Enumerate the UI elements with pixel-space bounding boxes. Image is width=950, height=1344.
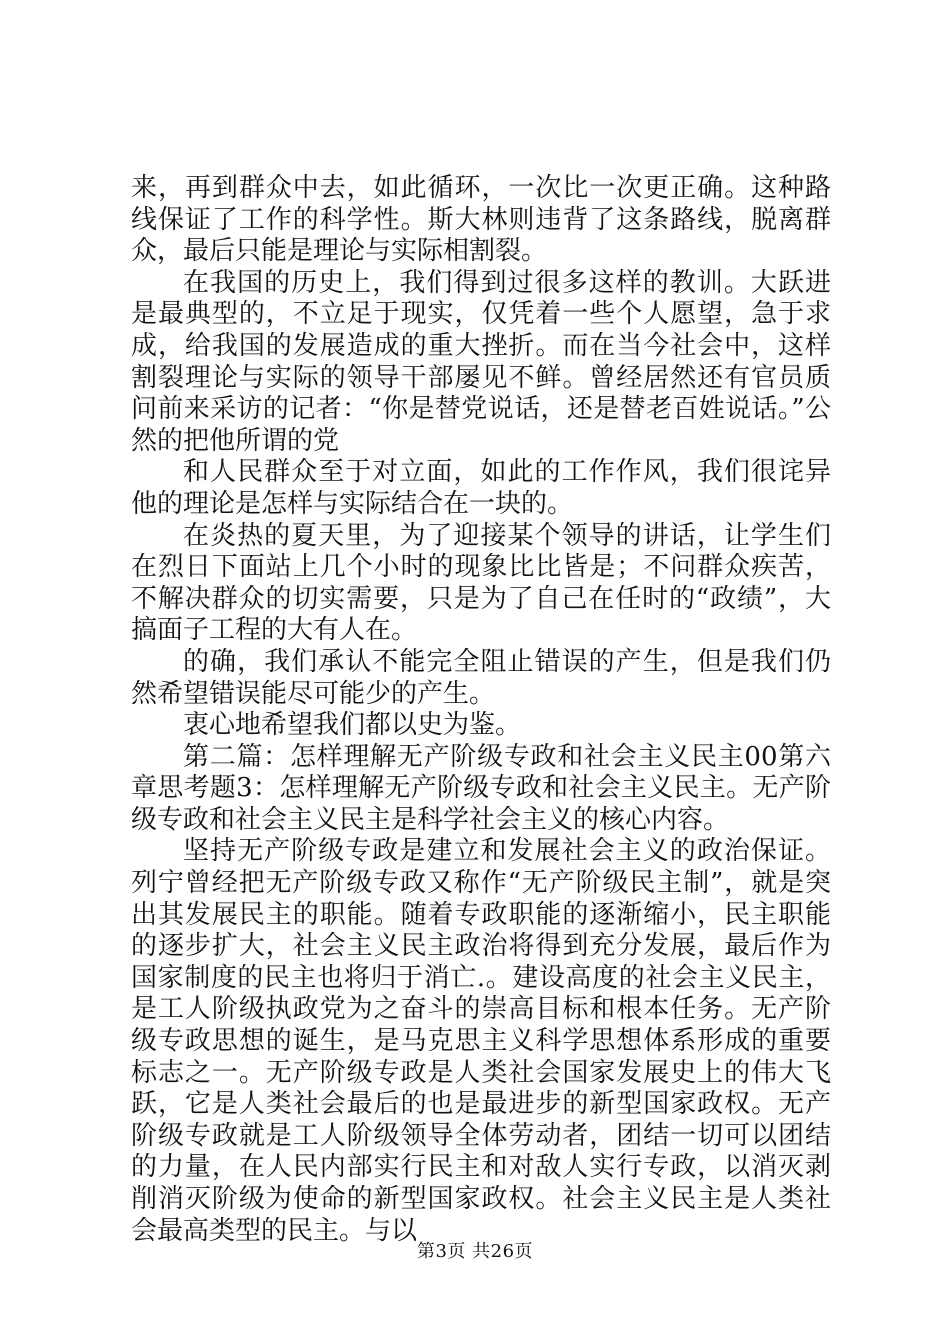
paragraph-continuation: 来，再到群众中去，如此循环，一次比一次更正确。这种路线保证了工作的科学性。斯大林则违背了这条路线，脱离群众，最后只能是理论与实际相割裂。 xyxy=(131,173,831,267)
page-footer: 第3页 共26页 xyxy=(416,1241,534,1262)
body-text xyxy=(131,173,831,1247)
paragraph: 在炎热的夏天里，为了迎接某个领导的讲话，让学生们在烈日下面站上几个小时的现象比比皆是；不问群众疾苦，不解决群众的切实需要，只是为了自己在任时的“政绩”，大搞面子工程的大有人在。 xyxy=(131,520,831,646)
paragraph: 在我国的历史上，我们得到过很多这样的教训。大跃进是最典型的，不立足于现实，仅凭着一些个人愿望，急于求成，给我国的发展造成的重大挫折。而在当今社会中，这样割裂理论与实际的领导干部屡见不鲜。曾经居然还有官员质问前来采访的记者：“你是替党说话，还是替老百姓说话。”公然的把他所谓的党 xyxy=(131,267,831,456)
paragraph: 坚持无产阶级专政是建立和发展社会主义的政治保证。列宁曾经把无产阶级专政又称作“无产阶级民主制”，就是突出其发展民主的职能。随着专政职能的逐渐缩小，民主职能的逐步扩大，社会主义民主政治将得到充分发展，最后作为国家制度的民主也将归于消亡.。建设高度的社会主义民主，是工人阶级执政党为之奋斗的崇高目标和根本任务。无产阶级专政思想的诞生，是马克思主义科学思想体系形成的重要标志之一。无产阶级专政是人类社会国家发展史上的伟大飞跃，它是人类社会最后的也是最进步的新型国家政权。无产阶级专政就是工人阶级领导全体劳动者，团结一切可以团结的力量，在人民内部实行民主和对敌人实行专政，以消灭剥削消灭阶级为使命的新型国家政权。社会主义民主是人类社会最高类型的民主。与以 xyxy=(131,836,831,1246)
paragraph: 和人民群众至于对立面，如此的工作作风，我们很诧异他的理论是怎样与实际结合在一块的。 xyxy=(131,457,831,519)
paragraph: 的确，我们承认不能完全阻止错误的产生，但是我们仍然希望错误能尽可能少的产生。 xyxy=(131,646,831,709)
paragraph: 衷心地希望我们都以史为鉴。 xyxy=(183,710,522,741)
section-heading-paragraph: 第二篇：怎样理解无产阶级专政和社会主义民主00第六章思考题3：怎样理解无产阶级专政和社会主义民主。无产阶级专政和社会主义民主是科学社会主义的核心内容。 xyxy=(131,741,831,835)
